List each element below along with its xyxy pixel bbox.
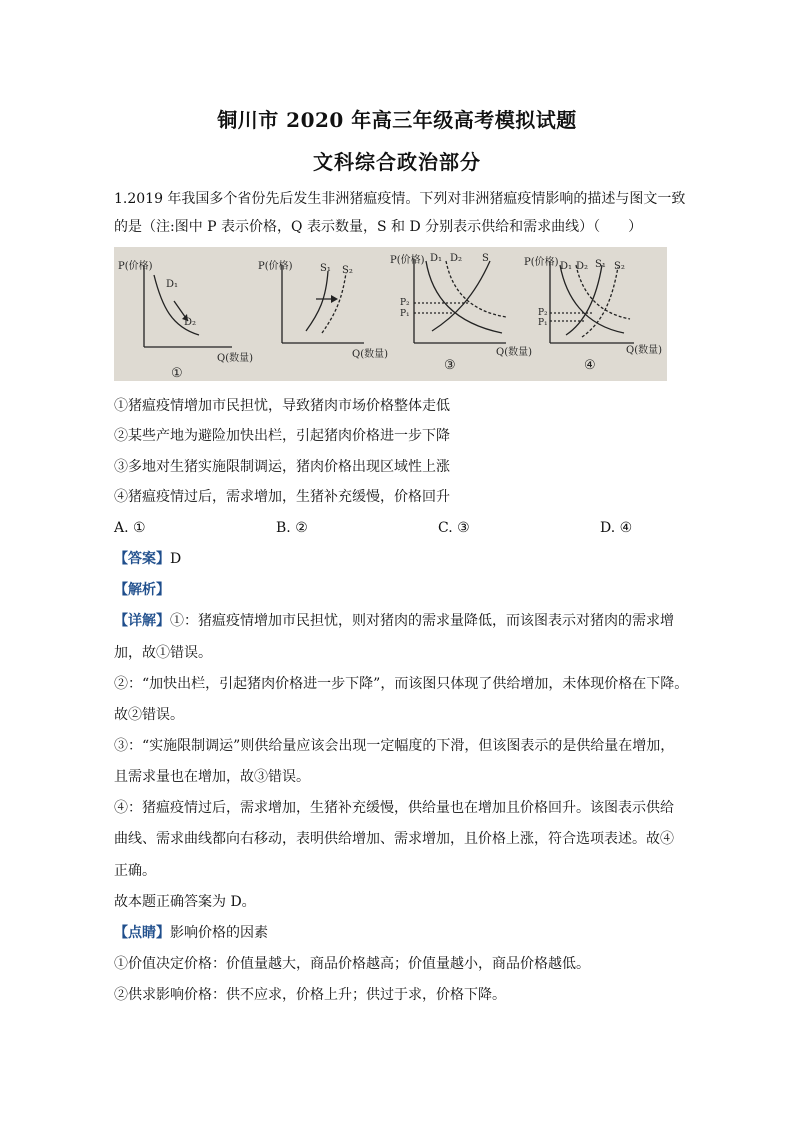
graph-1-number: ① — [171, 366, 183, 381]
detail-line-2: 加，故①错误。 — [114, 645, 212, 661]
tip-line-2: ②供求影响价格：供不应求，价格上升；供过于求，价格下降。 — [114, 987, 506, 1003]
statement-2: ②某些产地为避险加快出栏，引起猪肉价格进一步下降 — [114, 428, 450, 444]
graph-4-supply-curve-1 — [566, 265, 602, 335]
graph-2-arrowhead — [331, 295, 338, 303]
answer-value: D — [170, 551, 182, 567]
graph-1 — [118, 259, 253, 381]
graph-3-x-label: Q(数量) — [496, 347, 533, 358]
statement-4: ④猪瘟疫情过后，需求增加，生猪补充缓慢，价格回升 — [114, 489, 450, 505]
question-figure — [114, 247, 667, 381]
graph-1-x-label: Q(数量) — [217, 353, 254, 364]
tip-title: 影响价格的因素 — [170, 925, 268, 941]
graph-4-number: ④ — [584, 358, 596, 373]
detail-line-3: ②：“加快出栏，引起猪肉价格进一步下降”，而该图只体现了供给增加，未体现价格在下降。 — [114, 676, 689, 692]
graph-3-demand-curve-2 — [446, 261, 506, 317]
analysis-label: 【解析】 — [114, 582, 170, 598]
detail-line-8: 曲线、需求曲线都向右移动，表明供给增加、需求增加，且价格上涨，符合选项表述。故④ — [114, 831, 674, 847]
graph-1-d2: D₂ — [184, 317, 197, 328]
supply-demand-graphs — [114, 247, 667, 381]
document-subtitle: 文科综合政治部分 — [313, 150, 481, 174]
document-title: 铜川市 2020 年高三年级高考模拟试题 — [217, 108, 577, 132]
graph-1-d1: D₁ — [166, 279, 179, 290]
graph-3-number: ③ — [444, 358, 456, 373]
graph-4-s2: S₂ — [614, 261, 625, 272]
tip-label: 【点睛】 — [114, 925, 170, 941]
graph-4-demand-curve-2 — [576, 265, 630, 319]
graph-2-s2: S₂ — [342, 265, 353, 276]
graph-4-y-label: P(价格) — [524, 257, 559, 268]
question-stem-line-1: 1.2019 年我国多个省份先后发生非洲猪瘟疫情。下列对非洲猪瘟疫情影响的描述与图文一致 — [114, 191, 686, 207]
detail-text-1: ①：猪瘟疫情增加市民担忧，则对猪肉的需求量降低，而该图表示对猪肉的需求增 — [170, 613, 674, 629]
graph-4-d2: D₂ — [576, 261, 589, 272]
answer-line — [114, 551, 181, 567]
option-b: B. ② — [276, 520, 308, 536]
graph-3-p1: P₁ — [400, 309, 410, 319]
graph-4-p2: P₂ — [538, 308, 548, 318]
graph-2-supply-curve-1 — [306, 271, 328, 331]
graph-3-supply-curve — [432, 261, 490, 331]
question-stem-line-2: 的是（注:图中 P 表示价格，Q 表示数量，S 和 D 分别表示供给和需求曲线）（ ） — [114, 219, 643, 235]
detail-line-7: ④：猪瘟疫情过后，需求增加，生猪补充缓慢，供给量也在增加且价格回升。该图表示供给 — [114, 800, 674, 816]
graph-2-s1: S₁ — [320, 263, 331, 274]
graph-3 — [390, 253, 532, 373]
graph-1-y-label: P(价格) — [118, 261, 153, 272]
option-a: A. ① — [114, 520, 146, 536]
detail-line-1 — [114, 613, 674, 629]
option-c: C. ③ — [438, 520, 470, 536]
graph-4-p1: P₁ — [538, 318, 548, 328]
graph-2-x-label: Q(数量) — [352, 349, 389, 360]
graph-4-x-label: Q(数量) — [626, 345, 663, 356]
graph-3-s: S — [482, 253, 489, 264]
graph-4 — [524, 255, 662, 373]
tip-line-1: ①价值决定价格：价值量越大，商品价格越高；价值量越小，商品价格越低。 — [114, 956, 590, 972]
tip-line — [114, 925, 268, 941]
option-d: D. ④ — [600, 520, 633, 536]
graph-2-y-label: P(价格) — [258, 261, 293, 272]
graph-4-d1: D₁ — [560, 261, 573, 272]
answer-label: 【答案】 — [114, 551, 170, 567]
detail-line-6: 且需求量也在增加，故③错误。 — [114, 769, 310, 785]
detail-label: 【详解】 — [114, 613, 170, 629]
statement-1: ①猪瘟疫情增加市民担忧，导致猪肉市场价格整体走低 — [114, 398, 450, 414]
graph-2-supply-curve-2 — [322, 273, 346, 333]
detail-line-4: 故②错误。 — [114, 707, 184, 723]
detail-line-9: 正确。 — [114, 863, 156, 879]
graph-3-d2: D₂ — [450, 253, 463, 264]
graph-3-p2: P₂ — [400, 298, 410, 308]
statement-3: ③多地对生猪实施限制调运，猪肉价格出现区域性上涨 — [114, 459, 450, 475]
graph-2 — [258, 259, 388, 360]
graph-4-s1: S₁ — [595, 259, 606, 270]
graph-3-d1: D₁ — [430, 253, 443, 264]
detail-line-10: 故本题正确答案为 D。 — [114, 894, 256, 910]
detail-line-5: ③：“实施限制调运”则供给量应该会出现一定幅度的下滑，但该图表示的是供给量在增加， — [114, 738, 675, 754]
graph-3-y-label: P(价格) — [390, 255, 425, 266]
